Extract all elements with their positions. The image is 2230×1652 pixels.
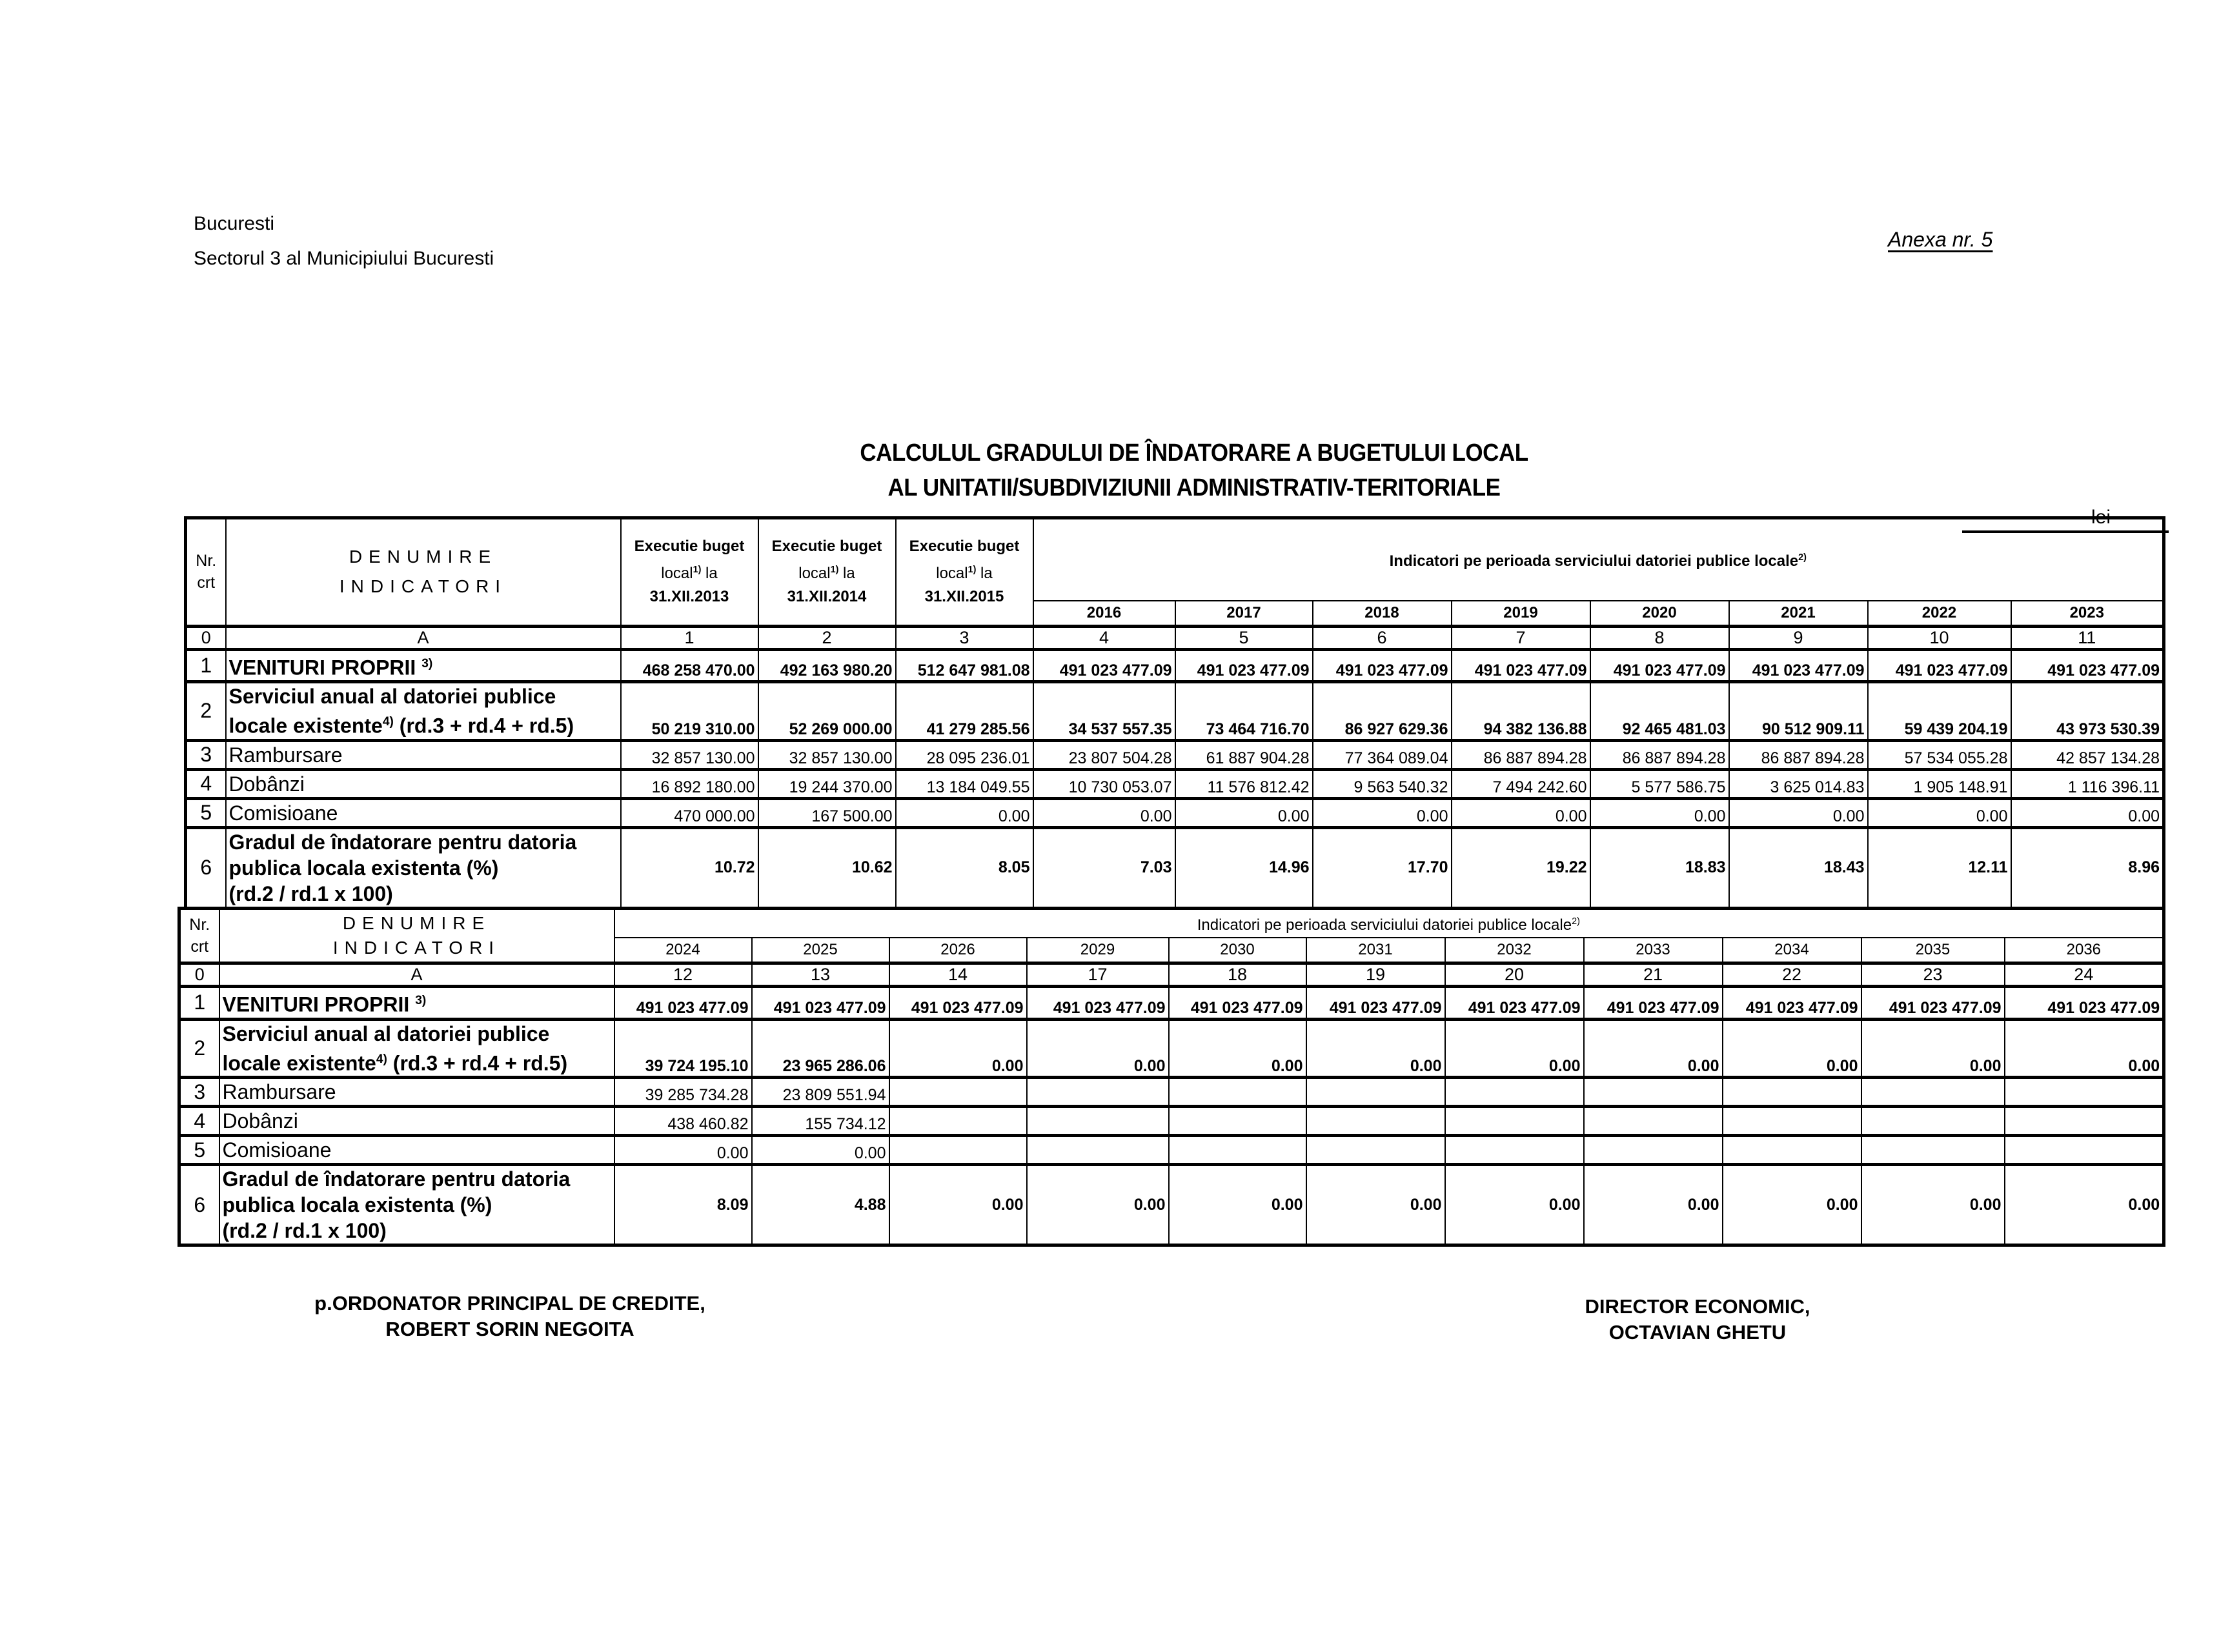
- value-cell: [1584, 1078, 1723, 1107]
- value-cell: 492 163 980.20: [758, 649, 896, 682]
- value-cell: [1723, 1078, 1861, 1107]
- value-cell: 0.00: [752, 1136, 889, 1165]
- year-cell: 2018: [1313, 601, 1452, 627]
- value-cell: [889, 1107, 1027, 1136]
- year-cell: 2023: [2011, 601, 2164, 627]
- value-cell: 0.00: [1313, 798, 1452, 827]
- value-cell: 59 439 204.19: [1868, 682, 2011, 741]
- value-cell: 3 625 014.83: [1729, 769, 1868, 798]
- value-cell: [2005, 1107, 2164, 1136]
- value-cell: [1723, 1107, 1861, 1136]
- value-cell: 470 000.00: [621, 798, 758, 827]
- value-cell: 28 095 236.01: [896, 740, 1033, 769]
- value-cell: [1445, 1107, 1584, 1136]
- value-cell: 8.05: [896, 827, 1033, 908]
- value-cell: 491 023 477.09: [1033, 649, 1175, 682]
- value-cell: 155 734.12: [752, 1107, 889, 1136]
- value-cell: 18.83: [1590, 827, 1729, 908]
- value-cell: [1169, 1107, 1306, 1136]
- value-cell: 5 577 586.75: [1590, 769, 1729, 798]
- year-cell: 2020: [1590, 601, 1729, 627]
- row-comisioane: [179, 1136, 2164, 1165]
- index-cell: 13: [752, 963, 889, 987]
- value-cell: 491 023 477.09: [1027, 987, 1169, 1020]
- year-cell: 2021: [1729, 601, 1868, 627]
- row-label: VENITURI PROPRII $^{3)}$: [219, 987, 614, 1020]
- value-cell: 491 023 477.09: [614, 987, 752, 1020]
- year-cell: 2016: [1033, 601, 1175, 627]
- signature-right-title: DIRECTOR ECONOMIC,: [1585, 1295, 1810, 1318]
- value-cell: 10 730 053.07: [1033, 769, 1175, 798]
- year-cell: 2033: [1584, 938, 1723, 963]
- row-label: Comisioane: [226, 798, 621, 827]
- index-cell: 12: [614, 963, 752, 987]
- index-cell: 11: [2011, 626, 2164, 649]
- value-cell: [1169, 1078, 1306, 1107]
- value-cell: 57 534 055.28: [1868, 740, 2011, 769]
- value-cell: 50 219 310.00: [621, 682, 758, 741]
- row-number: 5: [179, 1136, 219, 1165]
- header-row: [186, 518, 2164, 601]
- value-cell: 32 857 130.00: [758, 740, 896, 769]
- column-index-row: [179, 963, 2164, 987]
- value-cell: [1306, 1107, 1445, 1136]
- value-cell: 90 512 909.11: [1729, 682, 1868, 741]
- index-cell: 7: [1452, 626, 1590, 649]
- year-cell: 2034: [1723, 938, 1861, 963]
- value-cell: 1 905 148.91: [1868, 769, 2011, 798]
- value-cell: 491 023 477.09: [1175, 649, 1313, 682]
- index-cell: A: [226, 626, 621, 649]
- value-cell: [2005, 1136, 2164, 1165]
- value-cell: [889, 1078, 1027, 1107]
- value-cell: [1584, 1107, 1723, 1136]
- value-cell: 438 460.82: [614, 1107, 752, 1136]
- row-grad-indatorare: [179, 1165, 2164, 1245]
- year-cell: 2032: [1445, 938, 1584, 963]
- value-cell: [1027, 1078, 1169, 1107]
- index-cell: 3: [896, 626, 1033, 649]
- signature-left-name: ROBERT SORIN NEGOITA: [385, 1318, 634, 1340]
- year-cell: 2030: [1169, 938, 1306, 963]
- row-grad-indatorare: [186, 827, 2164, 908]
- row-comisioane: [186, 798, 2164, 827]
- value-cell: 491 023 477.09: [2005, 987, 2164, 1020]
- row-rambursare: [179, 1078, 2164, 1107]
- index-cell: 5: [1175, 626, 1313, 649]
- row-label: Gradul de îndatorare pentru datoria publica locala existenta (%) (rd.2 / rd.1 x 100): [226, 827, 621, 908]
- value-cell: 0.00: [1723, 1165, 1861, 1245]
- header-row: [179, 909, 2164, 938]
- currency-unit: -lei-: [2085, 507, 2117, 528]
- value-cell: 86 887 894.28: [1590, 740, 1729, 769]
- value-cell: 77 364 089.04: [1313, 740, 1452, 769]
- value-cell: 12.11: [1868, 827, 2011, 908]
- value-cell: 16 892 180.00: [621, 769, 758, 798]
- value-cell: 0.00: [1868, 798, 2011, 827]
- value-cell: 491 023 477.09: [1584, 987, 1723, 1020]
- index-cell: 9: [1729, 626, 1868, 649]
- value-cell: 86 927 629.36: [1313, 682, 1452, 741]
- exec-2013-header: Executie buget local$^{1)}$ la 31.XII.2013: [621, 518, 758, 627]
- value-cell: 73 464 716.70: [1175, 682, 1313, 741]
- value-cell: 23 965 286.06: [752, 1019, 889, 1078]
- debt-table-2013-2023: [184, 516, 2165, 910]
- value-cell: 491 023 477.09: [2011, 649, 2164, 682]
- value-cell: [1584, 1136, 1723, 1165]
- value-cell: 86 887 894.28: [1729, 740, 1868, 769]
- value-cell: 0.00: [1445, 1165, 1584, 1245]
- value-cell: 13 184 049.55: [896, 769, 1033, 798]
- value-cell: 0.00: [1169, 1165, 1306, 1245]
- index-cell: 0: [186, 626, 226, 649]
- annex-label: Anexa nr. 5: [1888, 228, 1993, 251]
- row-number: 1: [186, 649, 226, 682]
- value-cell: 52 269 000.00: [758, 682, 896, 741]
- title-line-1: CALCULUL GRADULUI DE ÎNDATORARE A BUGETULUI LOCAL: [860, 439, 1528, 467]
- row-label: Comisioane: [219, 1136, 614, 1165]
- period-header: Indicatori pe perioada serviciului datoriei publice locale$^{2)}$: [614, 909, 2164, 938]
- row-venituri: [186, 649, 2164, 682]
- value-cell: 0.00: [889, 1165, 1027, 1245]
- index-cell: A: [219, 963, 614, 987]
- row-dobanzi: [179, 1107, 2164, 1136]
- index-cell: 2: [758, 626, 896, 649]
- nr-crt-header: Nr. crt: [186, 518, 226, 627]
- value-cell: 0.00: [2005, 1165, 2164, 1245]
- value-cell: 34 537 557.35: [1033, 682, 1175, 741]
- value-cell: 39 724 195.10: [614, 1019, 752, 1078]
- value-cell: 167 500.00: [758, 798, 896, 827]
- index-cell: 4: [1033, 626, 1175, 649]
- value-cell: 39 285 734.28: [614, 1078, 752, 1107]
- value-cell: 0.00: [1306, 1019, 1445, 1078]
- value-cell: 468 258 470.00: [621, 649, 758, 682]
- title-line-2: AL UNITATII/SUBDIVIZIUNII ADMINISTRATIV-TERITORIALE: [887, 474, 1501, 501]
- signature-right-name: OCTAVIAN GHETU: [1608, 1321, 1787, 1344]
- value-cell: 8.96: [2011, 827, 2164, 908]
- exec-2014-header: Executie buget local$^{1)}$ la 31.XII.2014: [758, 518, 896, 627]
- value-cell: 0.00: [614, 1136, 752, 1165]
- index-cell: 14: [889, 963, 1027, 987]
- row-label: Rambursare: [226, 740, 621, 769]
- index-cell: 8: [1590, 626, 1729, 649]
- value-cell: 0.00: [1590, 798, 1729, 827]
- value-cell: 0.00: [889, 1019, 1027, 1078]
- row-number: 2: [186, 682, 226, 741]
- value-cell: 7 494 242.60: [1452, 769, 1590, 798]
- period-header: Indicatori pe perioada serviciului datoriei publice locale$^{2)}$: [1033, 518, 2164, 601]
- value-cell: [2005, 1078, 2164, 1107]
- row-number: 6: [186, 827, 226, 908]
- value-cell: 0.00: [1861, 1165, 2005, 1245]
- value-cell: 8.09: [614, 1165, 752, 1245]
- value-cell: 92 465 481.03: [1590, 682, 1729, 741]
- value-cell: 0.00: [1584, 1019, 1723, 1078]
- row-number: 3: [179, 1078, 219, 1107]
- row-label: Dobânzi: [226, 769, 621, 798]
- value-cell: 491 023 477.09: [1729, 649, 1868, 682]
- value-cell: 0.00: [1729, 798, 1868, 827]
- row-label: VENITURI PROPRII $^{3)}$: [226, 649, 621, 682]
- value-cell: [1445, 1078, 1584, 1107]
- value-cell: [1723, 1136, 1861, 1165]
- page-title: [749, 436, 1639, 505]
- index-cell: 18: [1169, 963, 1306, 987]
- value-cell: 0.00: [1027, 1019, 1169, 1078]
- index-cell: 6: [1313, 626, 1452, 649]
- year-cell: 2036: [2005, 938, 2164, 963]
- value-cell: 491 023 477.09: [1313, 649, 1452, 682]
- index-cell: 1: [621, 626, 758, 649]
- denumire-header: DENUMIRE INDICATORI: [226, 518, 621, 627]
- value-cell: [1861, 1136, 2005, 1165]
- value-cell: 491 023 477.09: [1861, 987, 2005, 1020]
- value-cell: 10.72: [621, 827, 758, 908]
- value-cell: [1861, 1107, 2005, 1136]
- value-cell: 491 023 477.09: [1868, 649, 2011, 682]
- index-cell: 19: [1306, 963, 1445, 987]
- value-cell: [1306, 1136, 1445, 1165]
- row-label: Dobânzi: [219, 1107, 614, 1136]
- value-cell: 61 887 904.28: [1175, 740, 1313, 769]
- value-cell: [1027, 1107, 1169, 1136]
- index-cell: 22: [1723, 963, 1861, 987]
- index-cell: 10: [1868, 626, 2011, 649]
- value-cell: [1861, 1078, 2005, 1107]
- value-cell: 0.00: [2005, 1019, 2164, 1078]
- value-cell: 491 023 477.09: [889, 987, 1027, 1020]
- value-cell: 19.22: [1452, 827, 1590, 908]
- row-rambursare: [186, 740, 2164, 769]
- city-label: Bucuresti: [194, 213, 275, 234]
- sector-label: Sectorul 3 al Municipiului Bucuresti: [194, 248, 494, 269]
- index-cell: 23: [1861, 963, 2005, 987]
- value-cell: 0.00: [1027, 1165, 1169, 1245]
- row-label: Gradul de îndatorare pentru datoria publica locala existenta (%) (rd.2 / rd.1 x 100): [219, 1165, 614, 1245]
- value-cell: 1 116 396.11: [2011, 769, 2164, 798]
- row-serviciu: [179, 1019, 2164, 1078]
- row-number: 1: [179, 987, 219, 1020]
- exec-2015-header: Executie buget local$^{1)}$ la 31.XII.2015: [896, 518, 1033, 627]
- value-cell: 10.62: [758, 827, 896, 908]
- value-cell: 512 647 981.08: [896, 649, 1033, 682]
- value-cell: 0.00: [1033, 798, 1175, 827]
- value-cell: 491 023 477.09: [752, 987, 889, 1020]
- value-cell: 0.00: [1861, 1019, 2005, 1078]
- value-cell: 19 244 370.00: [758, 769, 896, 798]
- signature-right: [1497, 1294, 1898, 1345]
- value-cell: 18.43: [1729, 827, 1868, 908]
- year-cell: 2017: [1175, 601, 1313, 627]
- year-cell: 2019: [1452, 601, 1590, 627]
- year-cell: 2035: [1861, 938, 2005, 963]
- row-number: 5: [186, 798, 226, 827]
- value-cell: 0.00: [1723, 1019, 1861, 1078]
- value-cell: 7.03: [1033, 827, 1175, 908]
- value-cell: 4.88: [752, 1165, 889, 1245]
- index-cell: 17: [1027, 963, 1169, 987]
- value-cell: [1445, 1136, 1584, 1165]
- year-cell: 2031: [1306, 938, 1445, 963]
- index-cell: 0: [179, 963, 219, 987]
- value-cell: 0.00: [2011, 798, 2164, 827]
- year-cell: 2029: [1027, 938, 1169, 963]
- row-dobanzi: [186, 769, 2164, 798]
- value-cell: 11 576 812.42: [1175, 769, 1313, 798]
- value-cell: 23 809 551.94: [752, 1078, 889, 1107]
- value-cell: 94 382 136.88: [1452, 682, 1590, 741]
- nr-crt-header: Nr. crt: [179, 909, 219, 963]
- value-cell: 86 887 894.28: [1452, 740, 1590, 769]
- row-serviciu: [186, 682, 2164, 741]
- value-cell: 42 857 134.28: [2011, 740, 2164, 769]
- index-cell: 20: [1445, 963, 1584, 987]
- row-label: Serviciul anual al datoriei publice locale existente$^{4)}$ (rd.3 + rd.4 + rd.5): [226, 682, 621, 741]
- row-number: 2: [179, 1019, 219, 1078]
- value-cell: [889, 1136, 1027, 1165]
- value-cell: 491 023 477.09: [1723, 987, 1861, 1020]
- value-cell: 491 023 477.09: [1306, 987, 1445, 1020]
- row-number: 4: [179, 1107, 219, 1136]
- value-cell: 0.00: [1306, 1165, 1445, 1245]
- value-cell: 491 023 477.09: [1452, 649, 1590, 682]
- value-cell: [1027, 1136, 1169, 1165]
- value-cell: 14.96: [1175, 827, 1313, 908]
- row-label: Rambursare: [219, 1078, 614, 1107]
- value-cell: 491 023 477.09: [1169, 987, 1306, 1020]
- column-index-row: [186, 626, 2164, 649]
- value-cell: 32 857 130.00: [621, 740, 758, 769]
- value-cell: 491 023 477.09: [1445, 987, 1584, 1020]
- row-venituri: [179, 987, 2164, 1020]
- value-cell: [1169, 1136, 1306, 1165]
- value-cell: 41 279 285.56: [896, 682, 1033, 741]
- signature-left: [284, 1291, 736, 1342]
- value-cell: 9 563 540.32: [1313, 769, 1452, 798]
- year-cell: 2022: [1868, 601, 2011, 627]
- year-cell: 2024: [614, 938, 752, 963]
- row-label: Serviciul anual al datoriei publice locale existente$^{4)}$ (rd.3 + rd.4 + rd.5): [219, 1019, 614, 1078]
- year-cell: 2025: [752, 938, 889, 963]
- row-number: 4: [186, 769, 226, 798]
- value-cell: 0.00: [1175, 798, 1313, 827]
- value-cell: 0.00: [1445, 1019, 1584, 1078]
- value-cell: 491 023 477.09: [1590, 649, 1729, 682]
- value-cell: 0.00: [1169, 1019, 1306, 1078]
- year-cell: 2026: [889, 938, 1027, 963]
- denumire-header: DENUMIRE INDICATORI: [219, 909, 614, 963]
- value-cell: [1306, 1078, 1445, 1107]
- row-number: 6: [179, 1165, 219, 1245]
- debt-table-2024-2036: [177, 907, 2165, 1247]
- value-cell: 17.70: [1313, 827, 1452, 908]
- value-cell: 43 973 530.39: [2011, 682, 2164, 741]
- value-cell: 23 807 504.28: [1033, 740, 1175, 769]
- index-cell: 24: [2005, 963, 2164, 987]
- value-cell: 0.00: [1452, 798, 1590, 827]
- value-cell: 0.00: [896, 798, 1033, 827]
- value-cell: 0.00: [1584, 1165, 1723, 1245]
- signature-left-title: p.ORDONATOR PRINCIPAL DE CREDITE,: [314, 1292, 705, 1315]
- row-number: 3: [186, 740, 226, 769]
- index-cell: 21: [1584, 963, 1723, 987]
